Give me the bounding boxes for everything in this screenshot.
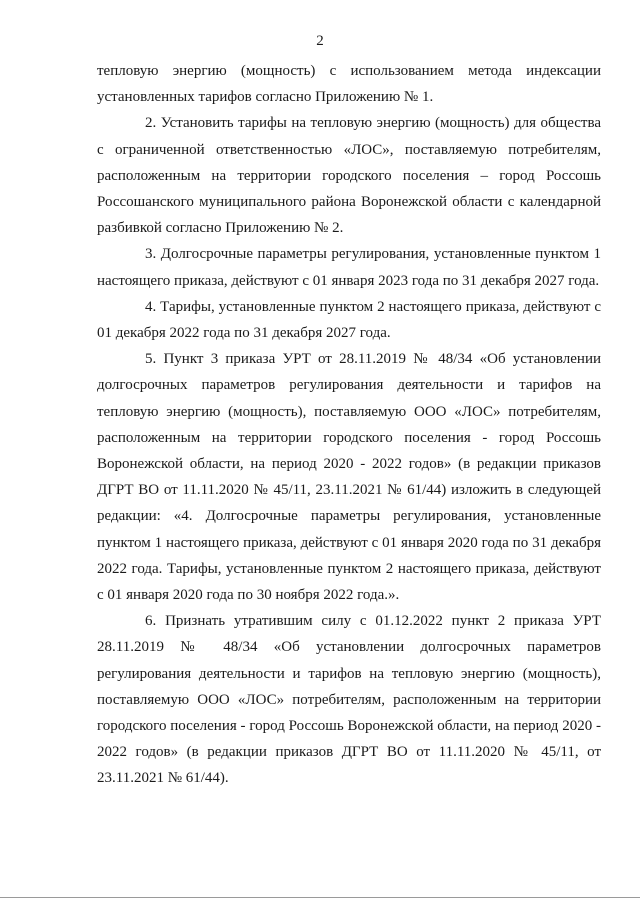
page-bottom-rule [0, 897, 640, 898]
paragraph-item-4: 4. Тарифы, установленные пунктом 2 настоящего приказа, действуют с 01 декабря 2022 года по 31 декабря 2027 года. [97, 298, 601, 342]
paragraph-item-6: 6. Признать утратившим силу с 01.12.2022 пункт 2 приказа УРТ 28.11.2019 № 48/34 «Об установлении долгосрочных параметров регулирования деятельности и тарифов на тепловую энергию (мощность), поставляемую ООО «ЛОС» потребителям, расположенным на территории городского поселения - город Россошь Воронежской области, на период 2020 - 2022 годов» (в редакции приказов ДГРТ ВО от 11.11.2020 № 45/11, от 23.11.2021 № 61/44). [97, 613, 601, 787]
paragraph-item-3: 3. Долгосрочные параметры регулирования, установленные пунктом 1 настоящего приказа, действуют с 01 января 2023 года по 31 декабря 2027 года. [97, 246, 601, 289]
document-body [97, 58, 601, 792]
paragraph-continuation: тепловую энергию (мощность) с использованием метода индексации установленных тарифов согласно Приложению № 1. [97, 63, 601, 106]
paragraph-item-2: 2. Установить тарифы на тепловую энергию (мощность) для общества с ограниченной ответственностью «ЛОС», поставляемую потребителям, расположенным на территории городского поселения – город Россошь Россошанского муниципального района Воронежской области с календарной разбивкой согласно Приложению № 2. [97, 115, 601, 237]
page-number: 2 [316, 33, 324, 49]
paragraph-item-5: 5. Пункт 3 приказа УРТ от 28.11.2019 № 48/34 «Об установлении долгосрочных параметров регулирования деятельности и тарифов на тепловую энергию (мощность), поставляемую ООО «ЛОС» потребителям, расположенным на территории городского поселения - город Россошь Воронежской области, на период 2020 - 2022 годов» (в редакции приказов ДГРТ ВО от 11.11.2020 № 45/11, 23.11.2021 № 61/44) изложить в следующей редакции: «4. Долгосрочные параметры регулирования, установленные пунктом 1 настоящего приказа, действуют с 01 января 2020 года по 31 декабря 2022 года. Тарифы, установленные пунктом 2 настоящего приказа, действуют с 01 января 2020 года по 30 ноября 2022 года.». [97, 351, 601, 604]
